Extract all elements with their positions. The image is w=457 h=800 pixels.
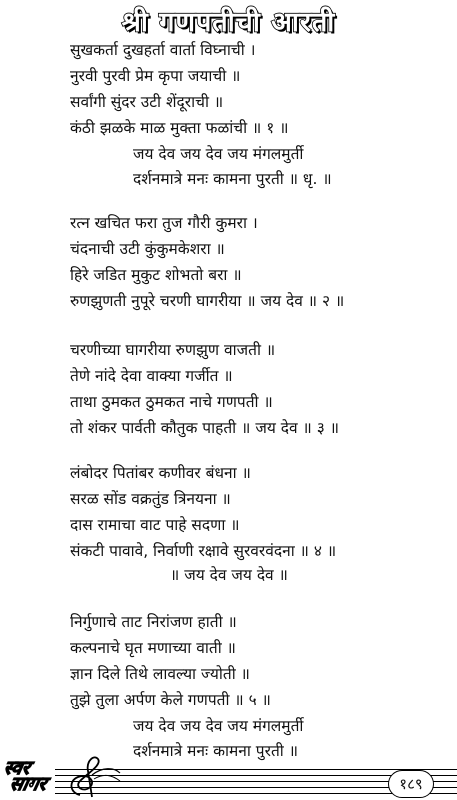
verse-line: सर्वांगी सुंदर उटी शेंदूराची ॥ (70, 93, 224, 111)
verse-line: सुखकर्ता दुखहर्ता वार्ता विघ्नाची । (70, 41, 256, 59)
verse-line: सरळ सोंड वक्रतुंड त्रिनयना ॥ (70, 490, 231, 508)
verse-line: हिरे जडित मुकुट शोभतो बरा ॥ (70, 266, 242, 284)
verse-line: चरणीच्या घागरीया रुणझुण वाजती ॥ (70, 341, 276, 359)
verse-line: कंठी झळके माळ मुक्ता फळांची ॥ १ ॥ (70, 119, 289, 137)
brand-logo-bottom: सागर (7, 773, 49, 795)
refrain-line: दर्शनमात्रे मनः कामना पुरती ॥ धृ. ॥ (133, 170, 332, 188)
refrain-line: दर्शनमात्रे मनः कामना पुरती ॥ (133, 742, 299, 760)
refrain-line: ॥ जय देव जय देव ॥ (170, 566, 288, 584)
refrain-line: जय देव जय देव जय मंगलमुर्ती (133, 145, 304, 163)
verse-line: दास रामाचा वाट पाहे सदणा ॥ (70, 516, 240, 534)
verse-line: लंबोदर पितांबर कणीवर बंधना ॥ (70, 464, 251, 482)
verse-line: तुझे तुला अर्पण केले गणपती ॥ ५ ॥ (70, 691, 271, 709)
page-number: १८९ (388, 770, 434, 798)
refrain-line: जय देव जय देव जय मंगलमुर्ती (133, 717, 304, 735)
verse-line: ताथा ठुमकत ठुमकत नाचे गणपती ॥ (70, 393, 273, 411)
page-footer (0, 755, 457, 800)
verse-line: कल्पनाचे घृत मणाच्या वाती ॥ (70, 639, 236, 657)
verse-line: नुरवी पुरवी प्रेम कृपा जयाची ॥ (70, 67, 241, 85)
verse-line: तो शंकर पार्वती कौतुक पाहती ॥ जय देव ॥ ३ ॥ (70, 419, 339, 437)
treble-clef-icon (62, 755, 122, 799)
verse-line: संकटी पावावे, निर्वाणी रक्षावे सुरवरवंदना ॥ ४ ॥ (70, 542, 337, 560)
brand-logo-top: स्वर (1, 757, 33, 779)
verse-line: रुणझुणती नुपूरे चरणी घागरीया ॥ जय देव ॥ २ ॥ (70, 292, 345, 310)
verse-line: चंदनाची उटी कुंकुमकेशरा ॥ (70, 240, 225, 258)
page-title: श्री गणपतीची आरती (121, 7, 336, 38)
verse-line: तेणे नांदे देवा वाक्या गर्जीत ॥ (70, 367, 233, 385)
verse-line: रत्न खचित फरा तुज गौरी कुमरा । (70, 214, 258, 232)
verse-line: ज्ञान दिले तिथे लावल्या ज्योती ॥ (70, 665, 250, 683)
verse-line: निर्गुणाचे ताट निरांजण हाती ॥ (70, 613, 237, 631)
